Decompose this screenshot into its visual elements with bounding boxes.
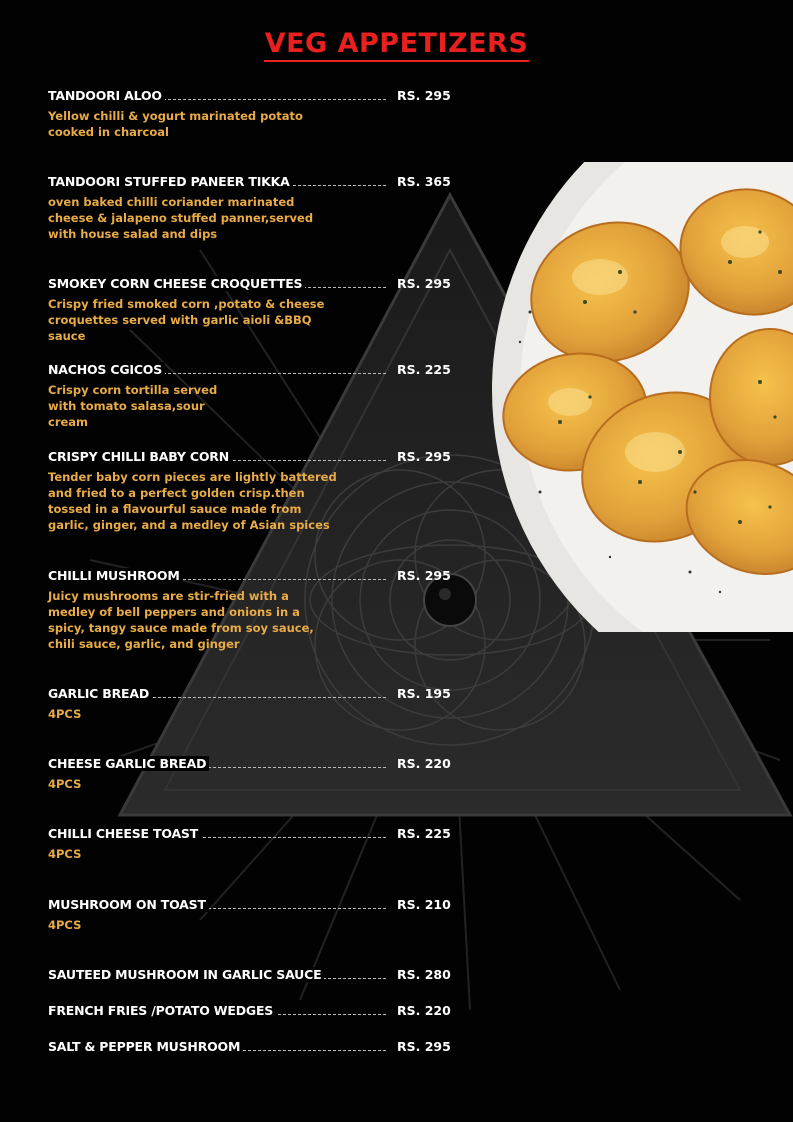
item-price: RS. 225 — [397, 826, 451, 841]
item-price: RS. 195 — [397, 686, 451, 701]
item-description: Crispy corn tortilla served with tomato salasa,sour cream — [48, 383, 218, 429]
menu-item — [48, 897, 451, 933]
page-title-wrap — [0, 28, 793, 59]
item-name: CHILLI MUSHROOM — [48, 568, 183, 583]
item-price: RS. 220 — [397, 1003, 451, 1018]
item-name: MUSHROOM ON TOAST — [48, 897, 209, 912]
item-name: CRISPY CHILLI BABY CORN — [48, 449, 232, 464]
item-price: RS. 295 — [397, 449, 451, 464]
menu-item — [48, 449, 451, 533]
garlic-bread-plate-image — [490, 162, 793, 632]
item-name: CHEESE GARLIC BREAD — [48, 756, 209, 771]
menu-item — [48, 1039, 451, 1057]
item-price: RS. 280 — [397, 967, 451, 982]
item-price: RS. 295 — [397, 88, 451, 103]
item-name: TANDOORI STUFFED PANEER TIKKA — [48, 174, 293, 189]
item-description: 4PCS — [48, 847, 82, 861]
item-name: TANDOORI ALOO — [48, 88, 165, 103]
item-description: Yellow chilli & yogurt marinated potato cooked in charcoal — [48, 109, 303, 139]
menu-item — [48, 276, 451, 344]
item-price: RS. 295 — [397, 568, 451, 583]
item-description: 4PCS — [48, 707, 82, 721]
item-name: CHILLI CHEESE TOAST — [48, 826, 201, 841]
menu-item — [48, 88, 451, 140]
item-price: RS. 295 — [397, 1039, 451, 1054]
item-description: oven baked chilli coriander marinated cheese & jalapeno stuffed panner,served with house salad and dips — [48, 195, 314, 241]
menu-item — [48, 967, 451, 985]
menu-item — [48, 686, 451, 722]
item-price: RS. 210 — [397, 897, 451, 912]
menu-item — [48, 362, 451, 430]
item-price: RS. 365 — [397, 174, 451, 189]
item-name: SAUTEED MUSHROOM IN GARLIC SAUCE — [48, 967, 324, 982]
menu-item — [48, 568, 451, 652]
item-description: 4PCS — [48, 777, 82, 791]
item-price: RS. 295 — [397, 276, 451, 291]
item-description: Crispy fried smoked corn ,potato & cheese croquettes served with garlic aioli &BBQ sauce — [48, 297, 325, 343]
item-name: GARLIC BREAD — [48, 686, 152, 701]
item-name: SMOKEY CORN CHEESE CROQUETTES — [48, 276, 305, 291]
item-description: 4PCS — [48, 918, 82, 932]
menu-item — [48, 1003, 451, 1021]
item-name: NACHOS CGICOS — [48, 362, 165, 377]
item-name: SALT & PEPPER MUSHROOM — [48, 1039, 243, 1054]
page-title: VEG APPETIZERS — [264, 28, 530, 62]
item-name: FRENCH FRIES /POTATO WEDGES — [48, 1003, 276, 1018]
item-price: RS. 220 — [397, 756, 451, 771]
item-description: Tender baby corn pieces are lightly battered and fried to a perfect golden crisp.then tossed in a flavourful sauce made from garlic, ginger, and a medley of Asian spices — [48, 470, 337, 532]
menu-item — [48, 756, 451, 792]
menu-item — [48, 174, 451, 242]
item-price: RS. 225 — [397, 362, 451, 377]
menu-item — [48, 826, 451, 862]
item-description: Juicy mushrooms are stir-fried with a medley of bell peppers and onions in a spicy, tangy sauce made from soy sauce, chili sauce, garlic, and ginger — [48, 589, 314, 651]
